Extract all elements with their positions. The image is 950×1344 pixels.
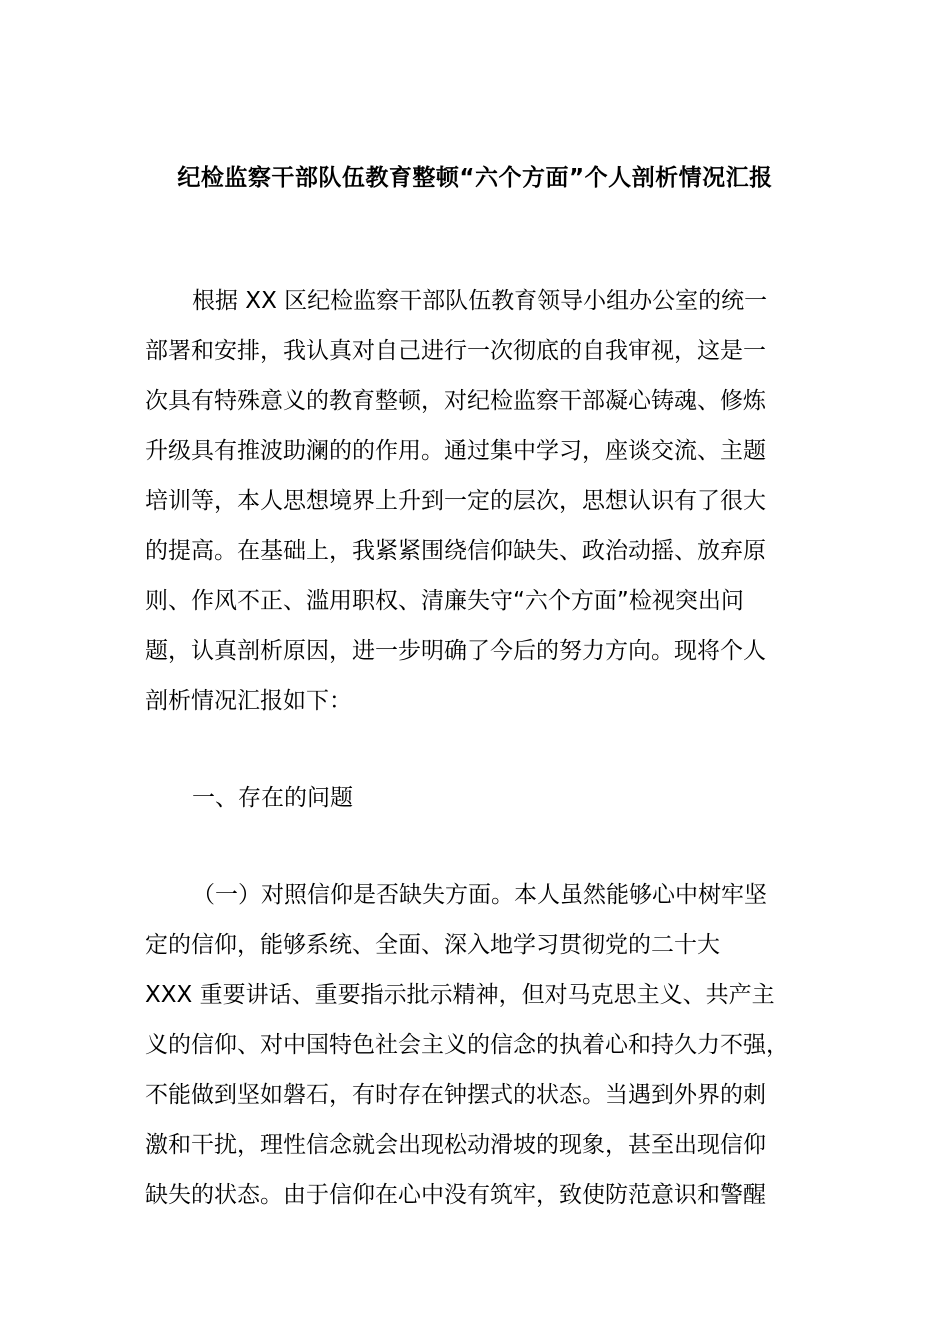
paragraph-line: 升级具有推波助澜的的作用。通过集中学习，座谈交流、主题 <box>145 438 766 464</box>
section-1-paragraph <box>145 870 825 1220</box>
paragraph-line: 激和干扰，理性信念就会出现松动滑坡的现象，甚至出现信仰 <box>145 1132 766 1158</box>
paragraph-line: （一）对照信仰是否缺失方面。本人虽然能够心中树牢坚 <box>192 882 767 908</box>
paragraph-line: 培训等，本人思想境界上升到一定的层次，思想认识有了很大 <box>145 488 766 514</box>
section-heading <box>145 773 825 823</box>
paragraph-line: 不能做到坚如磐石，有时存在钟摆式的状态。当遇到外界的刺 <box>145 1082 766 1108</box>
paragraph-line: 剖析情况汇报如下： <box>145 688 352 714</box>
paragraph-line: 义的信仰、对中国特色社会主义的信念的执着心和持久力不强， <box>145 1032 789 1058</box>
paragraph-line: XXX 重要讲话、重要指示批示精神，但对马克思主义、共产主 <box>145 982 775 1008</box>
paragraph-line: 部署和安排，我认真对自己进行一次彻底的自我审视，这是一 <box>145 338 766 364</box>
paragraph-line: 的提高。在基础上，我紧紧围绕信仰缺失、政治动摇、放弃原 <box>145 538 766 564</box>
paragraph-line: 根据 XX 区纪检监察干部队伍教育领导小组办公室的统一 <box>192 288 768 314</box>
document-title: 纪检监察干部队伍教育整顿“六个方面”个人剖析情况汇报 <box>177 165 773 191</box>
paragraph-line: 次具有特殊意义的教育整顿，对纪检监察干部凝心铸魂、修炼 <box>145 388 766 414</box>
paragraph-line: 题，认真剖析原因，进一步明确了今后的努力方向。现将个人 <box>145 638 766 664</box>
paragraph-line: 缺失的状态。由于信仰在心中没有筑牢，致使防范意识和警醒 <box>145 1182 766 1208</box>
section-heading-text: 一、存在的问题 <box>192 785 353 811</box>
paragraph-line: 则、作风不正、滥用职权、清廉失守“六个方面”检视突出问 <box>145 588 744 614</box>
intro-paragraph <box>145 276 825 726</box>
paragraph-line: 定的信仰，能够系统、全面、深入地学习贯彻党的二十大 <box>145 932 720 958</box>
